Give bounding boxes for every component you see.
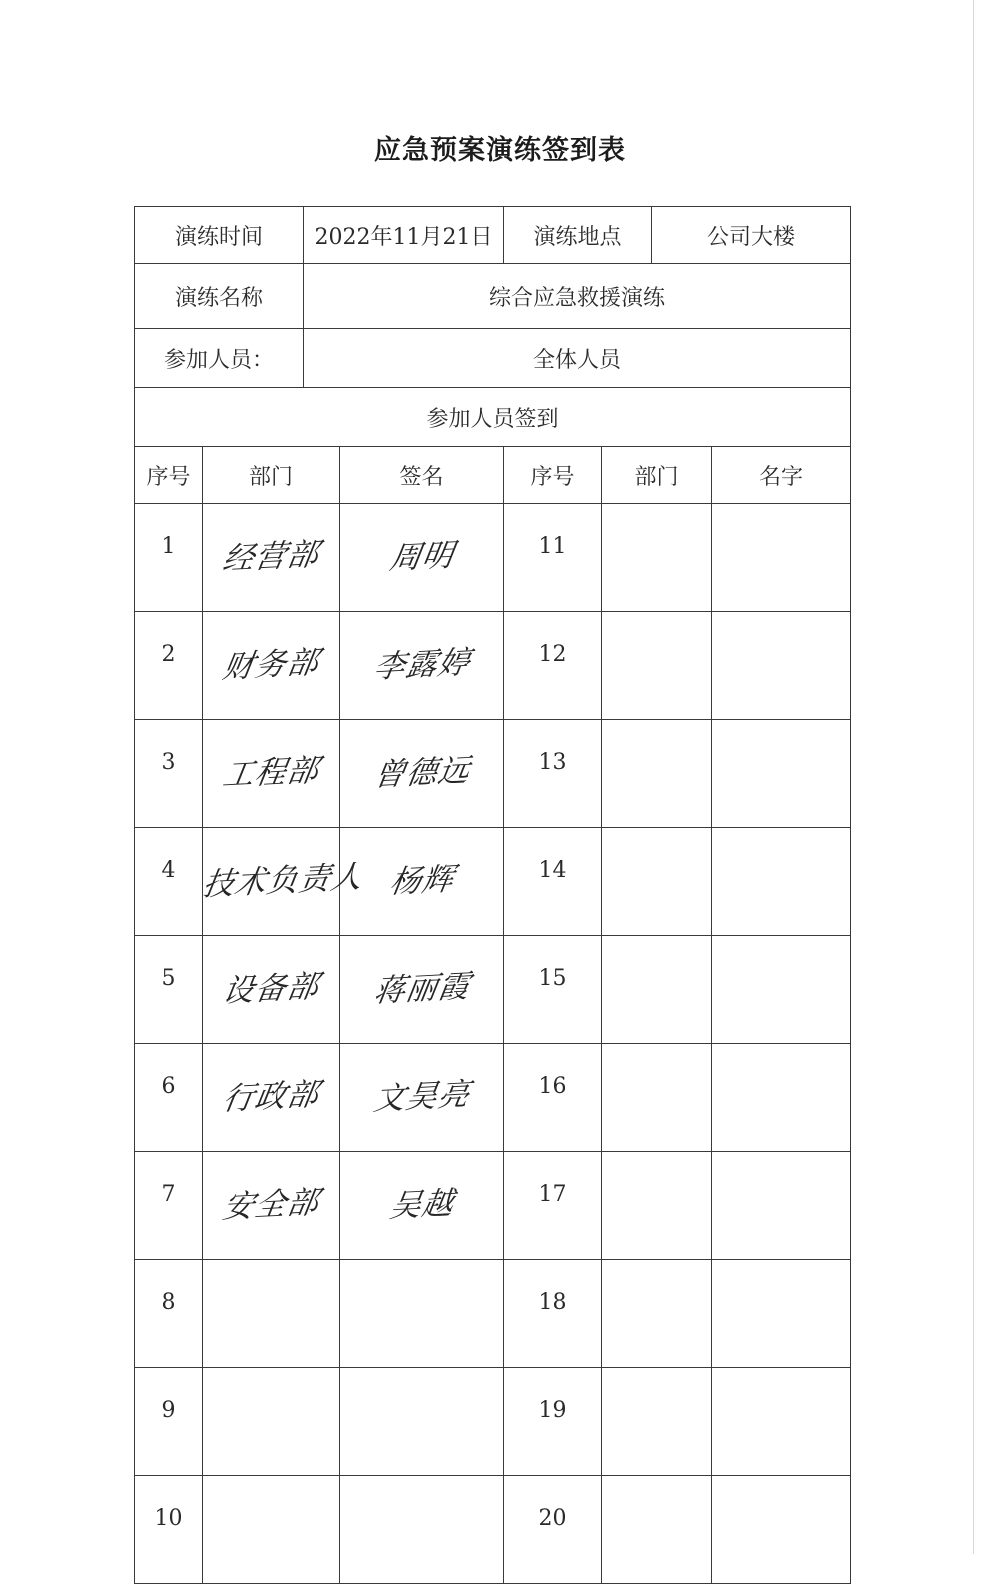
column-header-name-right: 名字	[712, 447, 851, 504]
seq-left-cell: 3	[135, 720, 203, 828]
name-right-cell	[712, 1044, 851, 1152]
column-header-seq-right: 序号	[504, 447, 602, 504]
table-row	[135, 1260, 851, 1368]
page-edge-line	[973, 0, 974, 1554]
signature-cell	[340, 612, 504, 720]
people-label: 参加人员：	[135, 329, 304, 388]
time-value: 2022年11月21日	[304, 207, 504, 264]
dept-right-cell	[602, 720, 712, 828]
handwritten-department: 行政部	[220, 1076, 322, 1118]
signature-cell	[340, 720, 504, 828]
dept-right-cell	[602, 1368, 712, 1476]
dept-right-cell	[602, 1260, 712, 1368]
dept-left-cell	[203, 1044, 340, 1152]
seq-left-cell: 10	[135, 1476, 203, 1584]
dept-left-cell	[203, 504, 340, 612]
dept-right-cell	[602, 1044, 712, 1152]
column-header-dept-left: 部门	[203, 447, 340, 504]
seq-left-cell: 1	[135, 504, 203, 612]
dept-left-cell	[203, 1368, 340, 1476]
handwritten-department: 设备部	[220, 968, 322, 1010]
handwritten-department: 财务部	[220, 644, 322, 686]
seq-left-cell: 6	[135, 1044, 203, 1152]
name-right-cell	[712, 612, 851, 720]
dept-right-cell	[602, 1152, 712, 1260]
info-row-name	[135, 264, 851, 329]
table-row	[135, 1044, 851, 1152]
table-row	[135, 1152, 851, 1260]
seq-right-cell: 15	[504, 936, 602, 1044]
column-header-dept-right: 部门	[602, 447, 712, 504]
handwritten-department: 技术负责人	[200, 858, 366, 904]
name-right-cell	[712, 504, 851, 612]
signin-header-row	[135, 388, 851, 447]
info-row-people	[135, 329, 851, 388]
dept-right-cell	[602, 612, 712, 720]
time-label: 演练时间	[135, 207, 304, 264]
seq-left-cell: 7	[135, 1152, 203, 1260]
signin-header: 参加人员签到	[135, 388, 851, 447]
dept-right-cell	[602, 828, 712, 936]
seq-left-cell: 9	[135, 1368, 203, 1476]
table-row	[135, 1476, 851, 1584]
dept-left-cell	[203, 720, 340, 828]
seq-right-cell: 11	[504, 504, 602, 612]
seq-left-cell: 5	[135, 936, 203, 1044]
place-label: 演练地点	[504, 207, 652, 264]
dept-left-cell	[203, 612, 340, 720]
signature-cell	[340, 936, 504, 1044]
handwritten-signature: 吴越	[386, 1185, 457, 1225]
seq-right-cell: 14	[504, 828, 602, 936]
signature-cell	[340, 1044, 504, 1152]
handwritten-signature: 蒋丽霞	[370, 968, 473, 1010]
table-row	[135, 1368, 851, 1476]
name-right-cell	[712, 936, 851, 1044]
dept-right-cell	[602, 1476, 712, 1584]
handwritten-department: 安全部	[220, 1184, 322, 1226]
dept-left-cell	[203, 1260, 340, 1368]
dept-right-cell	[602, 936, 712, 1044]
table-row	[135, 936, 851, 1044]
dept-left-cell	[203, 1476, 340, 1584]
column-header-seq-left: 序号	[135, 447, 203, 504]
column-header-row	[135, 447, 851, 504]
seq-left-cell: 8	[135, 1260, 203, 1368]
table-row	[135, 828, 851, 936]
handwritten-department: 经营部	[220, 536, 322, 578]
page-title: 应急预案演练签到表	[374, 135, 626, 166]
signature-cell	[340, 1152, 504, 1260]
table-row	[135, 504, 851, 612]
seq-right-cell: 12	[504, 612, 602, 720]
name-label: 演练名称	[135, 264, 304, 329]
name-right-cell	[712, 1152, 851, 1260]
people-value: 全体人员	[304, 329, 851, 388]
place-value: 公司大楼	[652, 207, 851, 264]
info-row-time	[135, 207, 851, 264]
handwritten-signature: 周明	[386, 537, 457, 577]
dept-left-cell	[200, 828, 366, 936]
signature-cell	[340, 504, 504, 612]
seq-right-cell: 20	[504, 1476, 602, 1584]
signature-cell	[340, 1476, 504, 1584]
dept-left-cell	[203, 936, 340, 1044]
name-right-cell	[712, 1260, 851, 1368]
column-header-sign-left: 签名	[340, 447, 504, 504]
signin-table	[134, 206, 851, 1584]
seq-right-cell: 13	[504, 720, 602, 828]
seq-left-cell: 4	[135, 828, 203, 936]
name-right-cell	[712, 828, 851, 936]
seq-right-cell: 17	[504, 1152, 602, 1260]
seq-right-cell: 19	[504, 1368, 602, 1476]
name-value: 综合应急救援演练	[304, 264, 851, 329]
table-row	[135, 720, 851, 828]
name-right-cell	[712, 720, 851, 828]
seq-right-cell: 16	[504, 1044, 602, 1152]
table-row	[135, 612, 851, 720]
handwritten-signature: 文昊亮	[370, 1076, 473, 1118]
handwritten-department: 工程部	[220, 752, 322, 794]
dept-right-cell	[602, 504, 712, 612]
handwritten-signature: 李露婷	[370, 644, 473, 686]
signature-cell	[340, 1260, 504, 1368]
name-right-cell	[712, 1476, 851, 1584]
name-right-cell	[712, 1368, 851, 1476]
dept-left-cell	[203, 1152, 340, 1260]
seq-left-cell: 2	[135, 612, 203, 720]
handwritten-signature: 杨辉	[386, 861, 457, 901]
signature-cell	[340, 1368, 504, 1476]
handwritten-signature: 曾德远	[370, 752, 473, 794]
signature-cell	[340, 828, 504, 936]
seq-right-cell: 18	[504, 1260, 602, 1368]
